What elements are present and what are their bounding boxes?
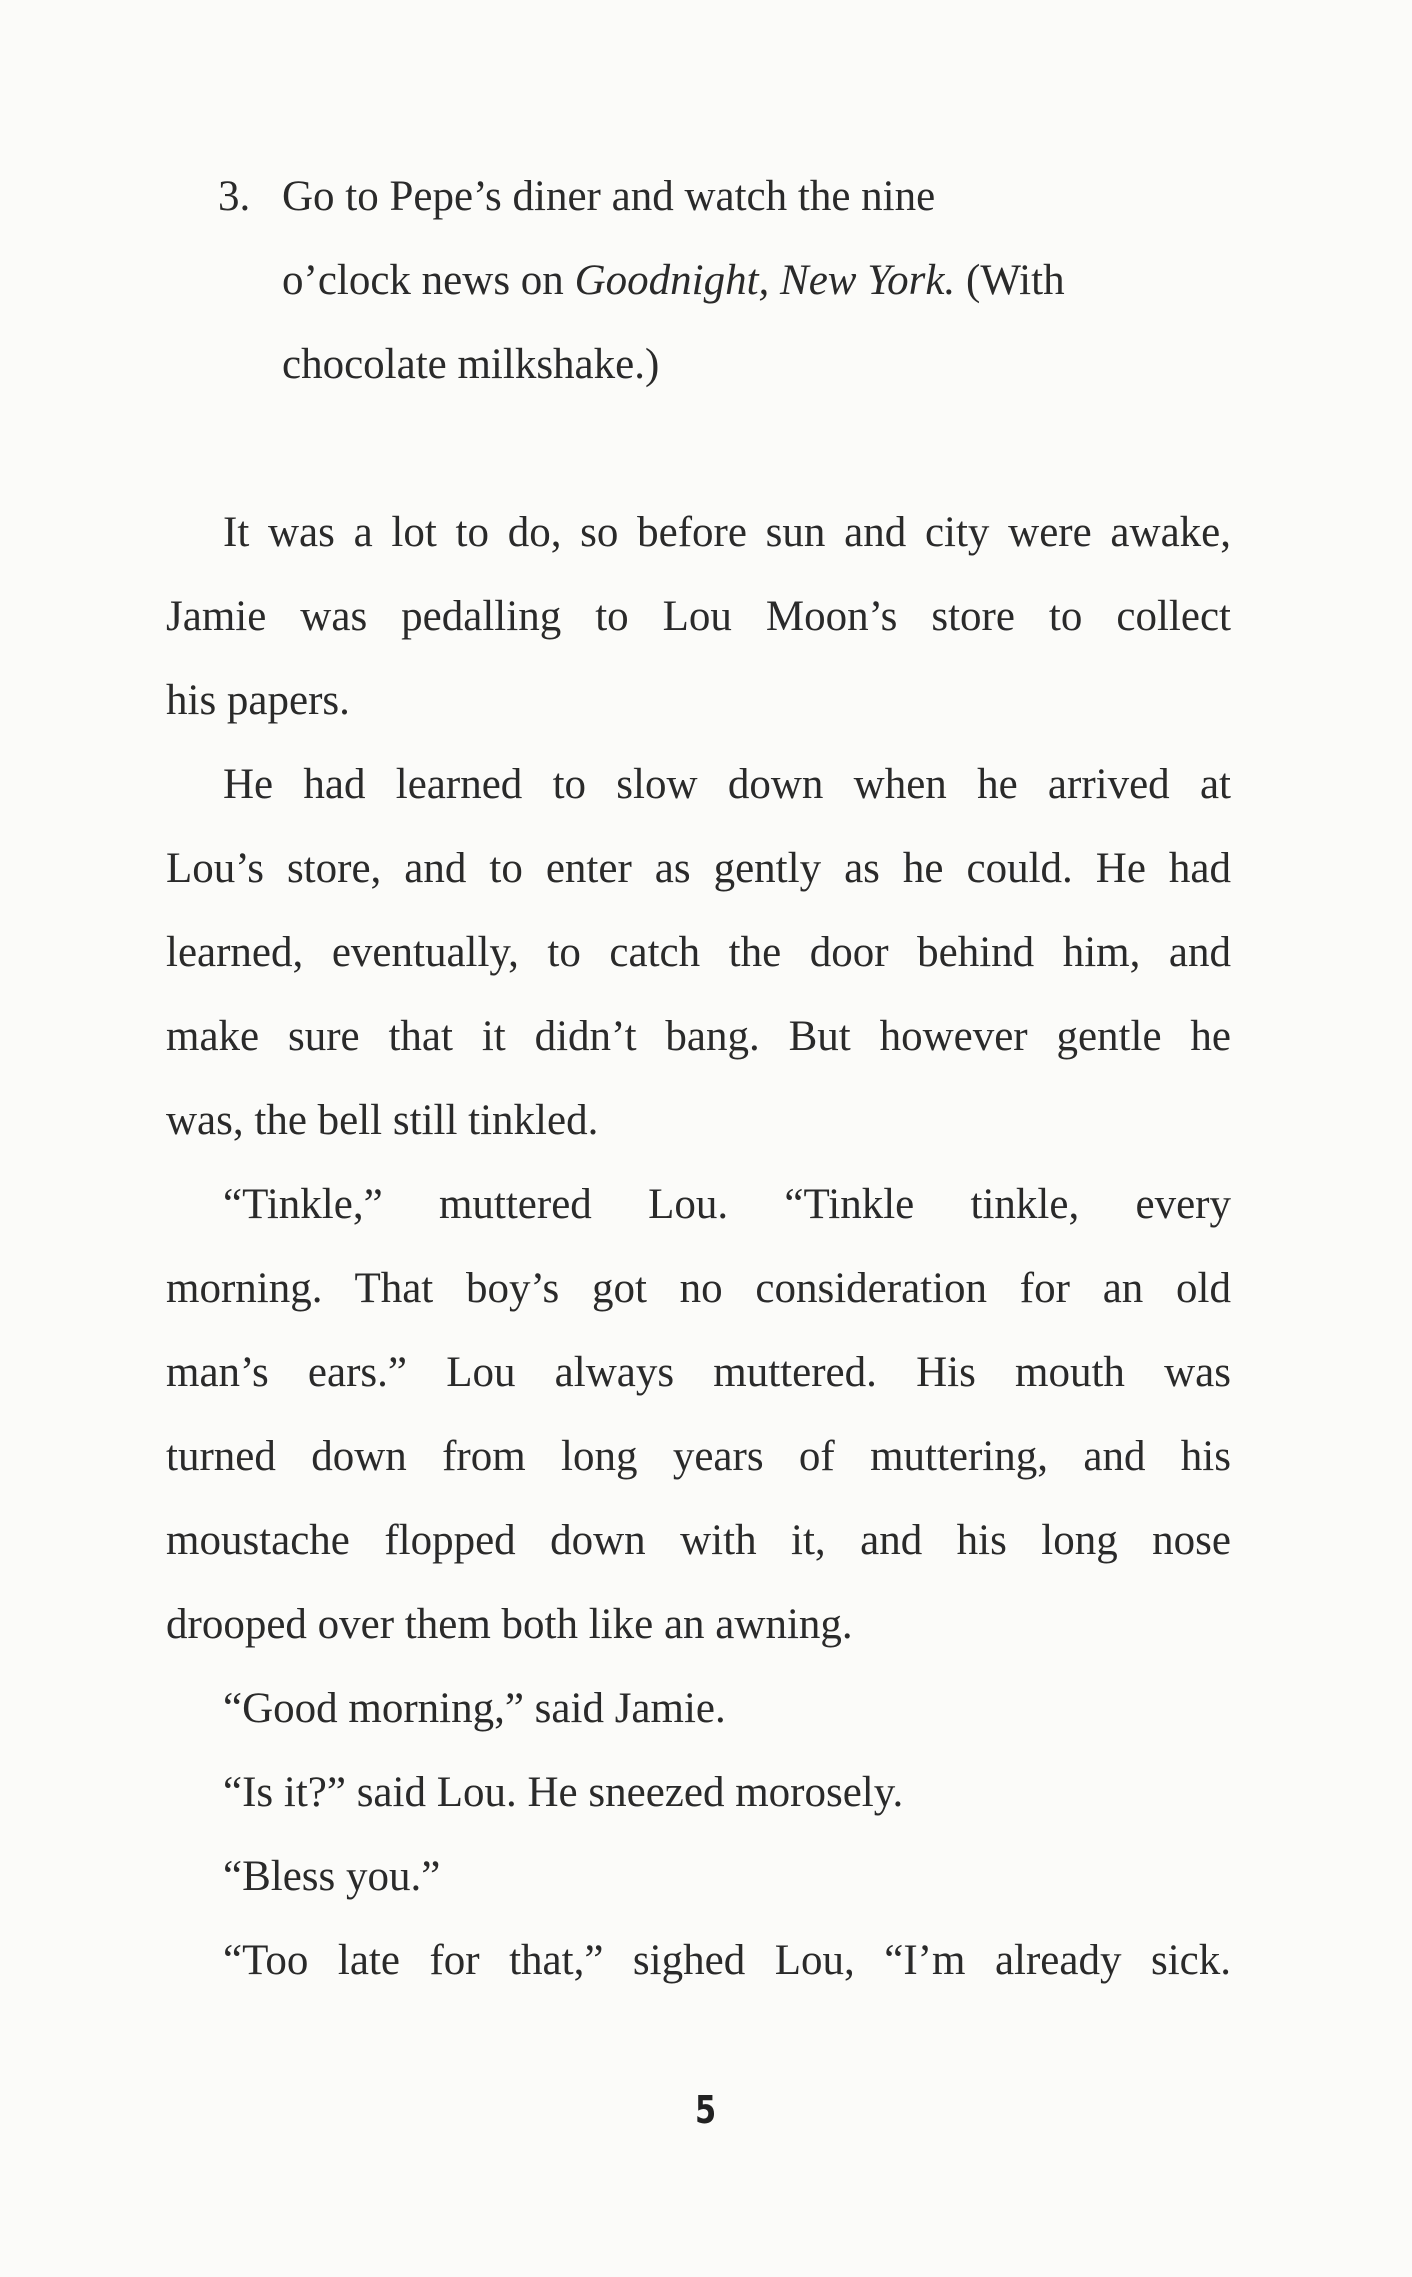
text-line: make sure that it didn’t bang. But however gentle he	[166, 1013, 1231, 1060]
text-line: “Too late for that,” sighed Lou, “I’m already sick.	[223, 1937, 1231, 1984]
text-line: “Is it?” said Lou. He sneezed morosely.	[223, 1769, 904, 1816]
text-line: He had learned to slow down when he arrived at	[223, 761, 1231, 808]
list-line-2-text: o’clock news on	[282, 257, 575, 304]
text-line: “Tinkle,” muttered Lou. “Tinkle tinkle, every	[223, 1181, 1231, 1228]
body-text	[166, 491, 1231, 2003]
text-line: morning. That boy’s got no consideration for an old	[166, 1265, 1231, 1312]
text-line: Jamie was pedalling to Lou Moon’s store to collect	[166, 593, 1231, 640]
text-line: Lou’s store, and to enter as gently as he could. He had	[166, 845, 1231, 892]
text-line: learned, eventually, to catch the door behind him, and	[166, 929, 1231, 976]
text-line: was, the bell still tinkled.	[166, 1097, 599, 1144]
list-number: 3.	[218, 173, 251, 220]
text-line: man’s ears.” Lou always muttered. His mouth was	[166, 1349, 1231, 1396]
list-item-text	[282, 155, 1182, 407]
text-line: his papers.	[166, 677, 350, 724]
text-line: drooped over them both like an awning.	[166, 1601, 853, 1648]
list-line-2-tail: (With	[955, 257, 1065, 304]
text-line: “Bless you.”	[223, 1853, 441, 1900]
text-line: turned down from long years of muttering, and his	[166, 1433, 1231, 1480]
program-title: Goodnight, New York.	[574, 257, 956, 304]
list-line-3: chocolate milkshake.)	[282, 341, 660, 388]
text-line: It was a lot to do, so before sun and city were awake,	[223, 509, 1231, 556]
text-line: “Good morning,” said Jamie.	[223, 1685, 726, 1732]
page-number: 5	[695, 2088, 717, 2132]
list-line-1: Go to Pepe’s diner and watch the nine	[282, 173, 936, 220]
text-line: moustache flopped down with it, and his long nose	[166, 1517, 1231, 1564]
list-line-2	[282, 239, 1182, 323]
